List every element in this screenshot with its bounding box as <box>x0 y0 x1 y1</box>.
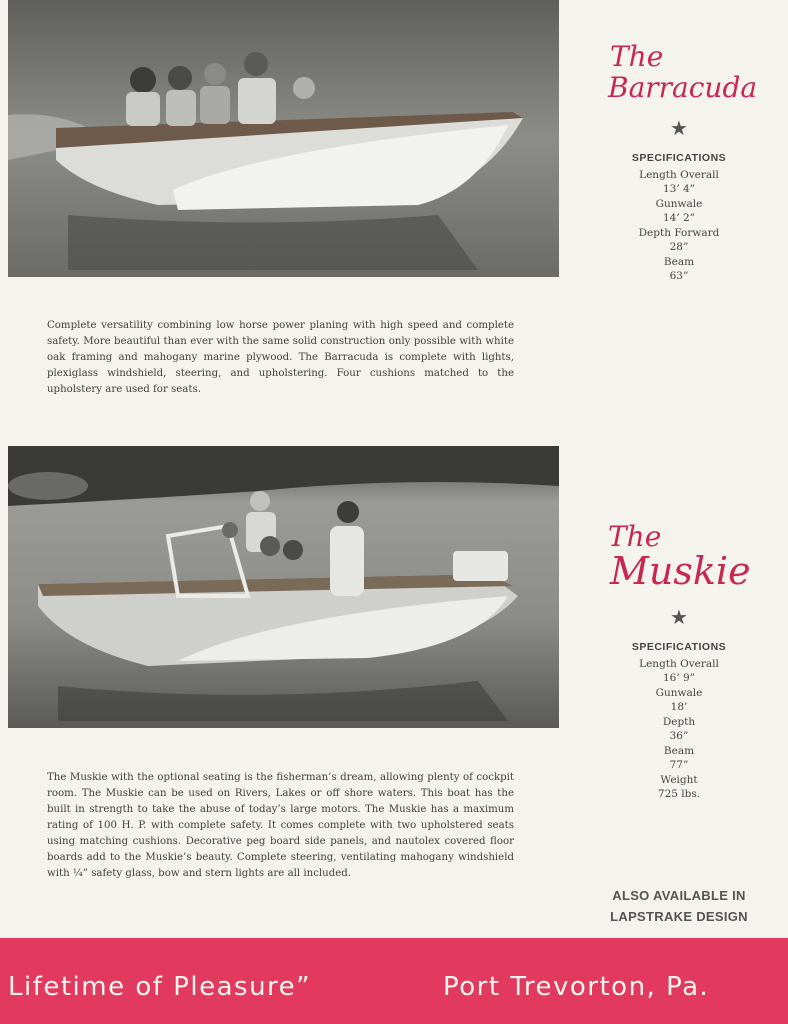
muskie-photo <box>8 446 559 728</box>
spec-item <box>590 168 768 196</box>
spec-value: 725 lbs. <box>657 788 701 800</box>
barracuda-photo <box>8 0 559 277</box>
spec-item <box>590 744 768 772</box>
spec-label: Beam <box>663 745 695 757</box>
spec-label: Depth Forward <box>638 227 720 239</box>
spec-value: 28” <box>669 241 689 253</box>
barracuda-the: The <box>610 40 664 73</box>
spec-value: 63” <box>669 270 689 282</box>
muskie-specs-panel <box>590 520 768 802</box>
spec-label: Gunwale <box>655 687 703 699</box>
star-icon: ★ <box>670 605 688 629</box>
spec-label: Weight <box>660 774 698 786</box>
lapstrake-note-line-2: LAPSTRAKE DESIGN <box>610 909 748 924</box>
barracuda-specs-title: SPECIFICATIONS <box>631 152 727 164</box>
spec-item <box>590 686 768 714</box>
muskie-specs-title: SPECIFICATIONS <box>631 641 727 653</box>
footer-location: Port Trevorton, Pa. <box>443 972 710 1002</box>
spec-item <box>590 197 768 225</box>
barracuda-title: Barracuda <box>608 71 758 104</box>
lapstrake-note-line-1: ALSO AVAILABLE IN <box>612 888 746 903</box>
barracuda-spec-list <box>590 168 768 283</box>
spec-value: 16’ 9” <box>662 672 696 684</box>
spec-value: 77” <box>669 759 689 771</box>
spec-value: 13’ 4” <box>662 183 696 195</box>
muskie-title: Muskie <box>610 549 751 593</box>
spec-label: Depth <box>662 716 696 728</box>
footer-slogan: Lifetime of Pleasure” <box>8 972 312 1002</box>
spec-item <box>590 773 768 801</box>
spec-item <box>590 715 768 743</box>
spec-label: Length Overall <box>639 658 719 670</box>
spec-item <box>590 657 768 685</box>
spec-item <box>590 226 768 254</box>
spec-item <box>590 255 768 283</box>
barracuda-description: Complete versatility combining low horse power planing with high speed and complete safety. More beautiful than ever with the same solid construction only possible with white oak framing and mahogany marine plywood. The Barracuda is complete with lights, plexiglass windshield, steering, and upholstering. Four cushions matched to the upholstery are used for seats. <box>47 320 514 395</box>
lapstrake-note <box>590 885 768 927</box>
spec-label: Beam <box>663 256 695 268</box>
muskie-description: The Muskie with the optional seating is the fisherman’s dream, allowing plenty of cockpit room. The Muskie can be used on Rivers, Lakes or off shore waters. This boat has the built in strength to take the abuse of today’s large motors. The Muskie has a maximum rating of 100 H. P. with complete safety. It comes complete with two upholstered seats using matching cushions. Decorative peg board side panels, and nautolex covered floor boards add to the Muskie’s beauty. Complete steering, ventilating mahogany windshield with ¼” safety glass, bow and stern lights are all included. <box>47 772 514 879</box>
muskie-the: The <box>608 520 662 553</box>
spec-label: Length Overall <box>639 169 719 181</box>
spec-value: 36” <box>669 730 689 742</box>
star-icon: ★ <box>670 116 688 140</box>
spec-value: 14’ 2” <box>662 212 696 224</box>
muskie-spec-list <box>590 657 768 801</box>
spec-label: Gunwale <box>655 198 703 210</box>
barracuda-specs-panel <box>590 40 768 284</box>
footer-banner <box>0 938 788 1024</box>
spec-value: 18’ <box>670 701 688 713</box>
